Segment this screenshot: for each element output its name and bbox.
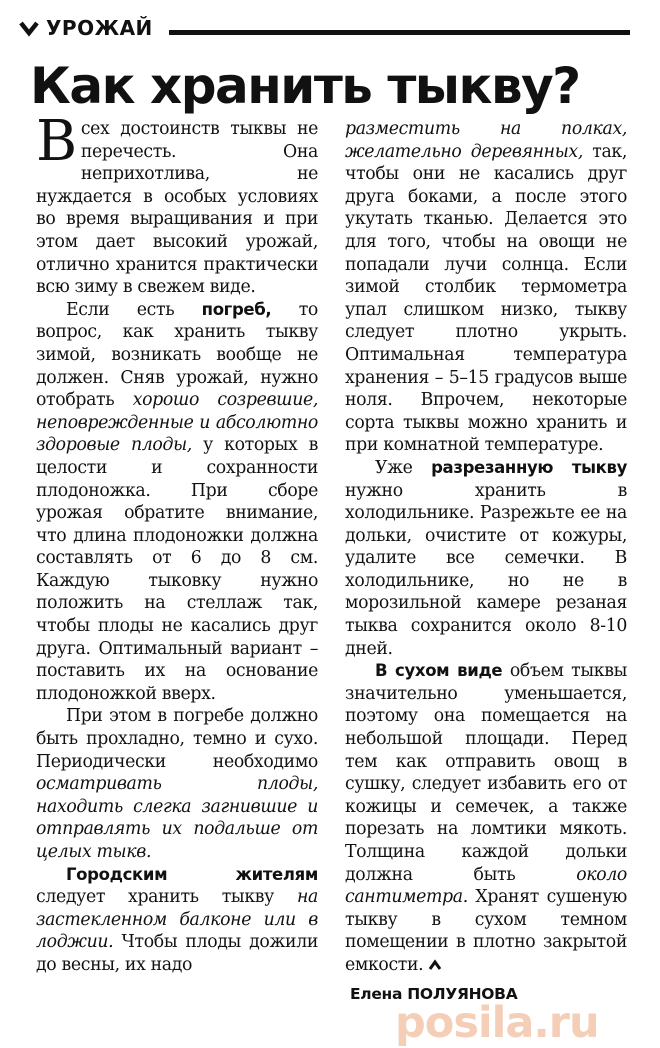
rubric-header	[18, 10, 630, 46]
drop-cap: В	[36, 109, 77, 174]
end-mark-icon	[428, 959, 442, 971]
article-column-right	[345, 118, 627, 977]
keyword-dried: В сухом виде	[375, 661, 503, 681]
paragraph-city-continued: разместить на полках, желательно деревянных, так, чтобы они не касались друг друга боками, а после этого укутать тканью. Делается это для того, чтобы на овощи не попадали лучи солнца. Если зимой столбик термометра упал слишком низко, тыкву следует плотно укрыть. Оптимальная температура хранения – 5–15 градусов выше ноля. Впрочем, некоторые сорта тыквы можно хранить и при комнатной температуре.	[345, 119, 627, 456]
keyword-city: Городским жителям	[66, 864, 318, 884]
paragraph-dried: В сухом виде объем тыквы значительно уменьшается, поэтому она помещается на небольшой площади. Перед тем как отправить овощ в сушку, следует избавить его от кожицы и семечек, а также порезать на ломтики мякоть. Толщина каждой дольки должна быть около сантиметра. Хранят сушеную тыкву в сухом темном помещении в плотно закрытой емкости.	[345, 661, 627, 975]
keyword-cut: разрезанную тыкву	[431, 457, 627, 477]
keyword-cellar: погреб,	[201, 299, 272, 319]
paragraph-city: Городским жителям следует хранить тыкву на застекленном балконе или в лоджии. Чтобы плоды дожили до весны, их надо	[36, 864, 318, 975]
article-column-left	[36, 109, 318, 977]
paragraph-cut-pumpkin: Уже разрезанную тыкву нужно хранить в холодильнике. Разрежьте ее на дольки, очистите от кожуры, удалите все семечки. В холодильнике, но не в морозильной камере резаная тыква сохранится около 8-10 дней.	[345, 457, 627, 659]
article-headline: Как хранить тыкву?	[30, 57, 580, 115]
watermark-logo: posila.ru	[395, 998, 599, 1048]
rubric-label: УРОЖАЙ	[46, 16, 153, 40]
paragraph-cellar: Если есть погреб, то вопрос, как хранить тыкву зимой, возникать вообще не должен. Сняв урожай, нужно отобрать хорошо созревшие, неповрежденные и абсолютно здоровые плоды, у которых в целости и сохранности плодоножка. При сборе урожая обратите внимание, что длина плодоножки должна составлять от 6 до 8 см. Каждую тыковку нужно положить на стеллаж так, чтобы плоды не касались друг друга. Оптимальный вариант – поставить их на основание плодоножкой вверх.	[36, 299, 318, 704]
paragraph-cellar-conditions: При этом в погребе должно быть прохладно, темно и сухо. Периодически необходимо осматривать плоды, находить слегка загнившие и отправлять их подальше от целых тыкв.	[36, 706, 318, 862]
rubric-rule	[169, 30, 630, 35]
paragraph-intro: Всех достоинств тыквы не перечесть. Она неприхотлива, не нуждается в особых условиях во время выращивания и при этом дает высокий урожай, отлично хранится практически всю зиму в свежем виде.	[36, 109, 318, 298]
chevron-down-icon	[18, 18, 40, 38]
author-byline: Елена ПОЛУЯНОВА	[350, 985, 518, 1003]
